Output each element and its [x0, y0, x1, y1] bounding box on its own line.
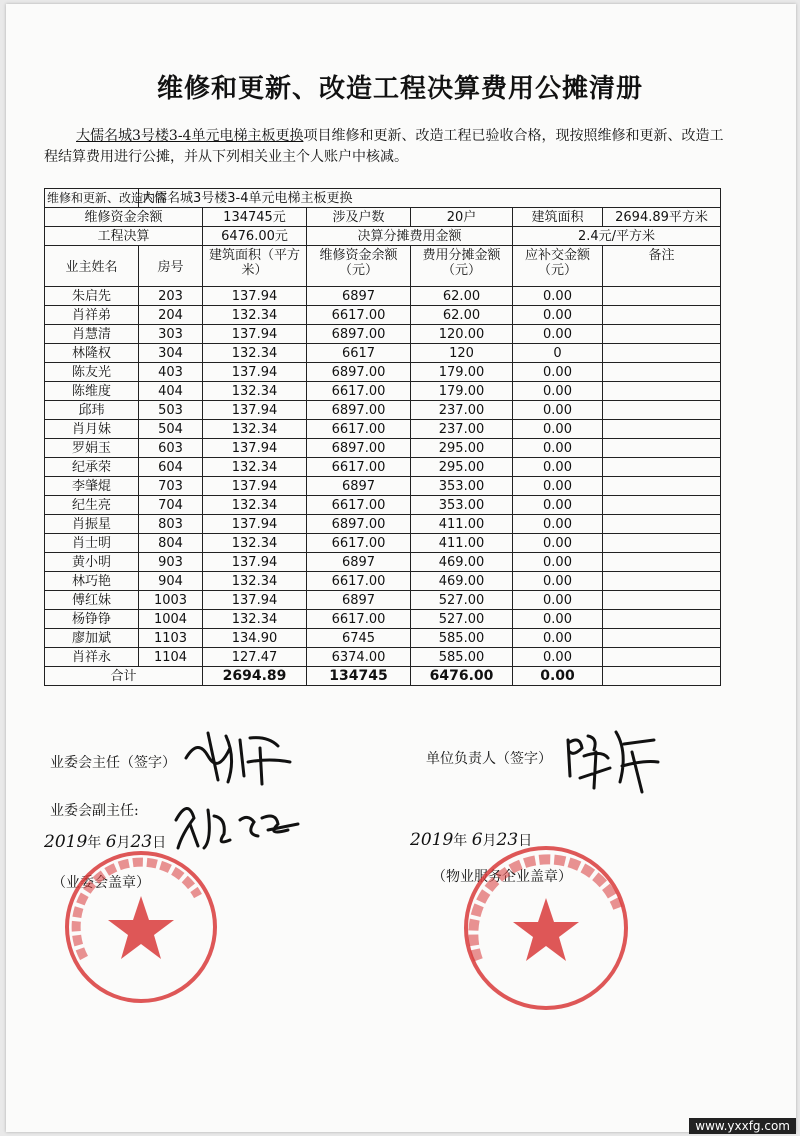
- fund-balance: 6745: [307, 629, 411, 648]
- building-area: 137.94: [203, 401, 307, 420]
- building-area: 132.34: [203, 306, 307, 325]
- share-amount: 179.00: [411, 382, 513, 401]
- total-fund: 134745: [307, 667, 411, 686]
- building-area: 132.34: [203, 458, 307, 477]
- fund-balance: 6897.00: [307, 401, 411, 420]
- share-amount: 527.00: [411, 610, 513, 629]
- content-value: 大儒名城3号楼3-4单元电梯主板更换: [139, 189, 721, 208]
- share-amount: 469.00: [411, 572, 513, 591]
- total-share: 6476.00: [411, 667, 513, 686]
- remark: [603, 287, 721, 306]
- building-area: 137.94: [203, 553, 307, 572]
- fund-balance: 6617.00: [307, 306, 411, 325]
- building-area: 132.34: [203, 534, 307, 553]
- room-number: 603: [139, 439, 203, 458]
- committee-seal: [62, 848, 220, 1006]
- table-row: [45, 477, 721, 496]
- building-area: 137.94: [203, 477, 307, 496]
- building-area: 132.34: [203, 420, 307, 439]
- table-row: [45, 287, 721, 306]
- building-area: 137.94: [203, 325, 307, 344]
- right-date: 2019年 6月23日: [410, 830, 533, 850]
- table-row: [45, 344, 721, 363]
- intro-project: 大儒名城3号楼3-4单元电梯主板更换: [76, 128, 304, 144]
- fund-balance: 6374.00: [307, 648, 411, 667]
- chair-sign-label: 业委会主任（签字）: [50, 755, 176, 771]
- fund-balance: 6897.00: [307, 439, 411, 458]
- share-amount: 527.00: [411, 591, 513, 610]
- fund-balance: 6617.00: [307, 534, 411, 553]
- owner-name: 廖加斌: [45, 629, 139, 648]
- col-header-room: 房号: [139, 246, 203, 287]
- table-row: [45, 572, 721, 591]
- owner-rows: [45, 287, 721, 667]
- total-supplement: 0.00: [513, 667, 603, 686]
- building-area: 134.90: [203, 629, 307, 648]
- unit-sign-label: 单位负责人（签字）: [426, 751, 552, 767]
- remark: [603, 572, 721, 591]
- building-area: 132.34: [203, 572, 307, 591]
- supplement-amount: 0.00: [513, 325, 603, 344]
- document-title: 维修和更新、改造工程决算费用公摊清册: [156, 74, 643, 104]
- remark: [603, 439, 721, 458]
- room-number: 804: [139, 534, 203, 553]
- remark: [603, 648, 721, 667]
- col-header-name: 业主姓名: [45, 246, 139, 287]
- share-amount: 411.00: [411, 515, 513, 534]
- table-row: [45, 629, 721, 648]
- fund-balance: 6897.00: [307, 325, 411, 344]
- remark: [603, 344, 721, 363]
- supplement-amount: 0.00: [513, 629, 603, 648]
- total-area: 2694.89: [203, 667, 307, 686]
- vice-chair-signature: [168, 790, 308, 852]
- intro-paragraph: [44, 126, 734, 168]
- room-number: 704: [139, 496, 203, 515]
- room-number: 904: [139, 572, 203, 591]
- households-value: 20户: [411, 208, 513, 227]
- right-date-day: 23: [496, 830, 519, 850]
- right-date-month: 6: [471, 830, 483, 850]
- room-number: 703: [139, 477, 203, 496]
- room-number: 503: [139, 401, 203, 420]
- owner-name: 傅红妹: [45, 591, 139, 610]
- building-area: 132.34: [203, 382, 307, 401]
- supplement-amount: 0.00: [513, 496, 603, 515]
- share-value: 2.4元/平方米: [513, 227, 721, 246]
- room-number: 204: [139, 306, 203, 325]
- col-header-fund: 维修资金余额（元）: [307, 246, 411, 287]
- owner-name: 罗娟玉: [45, 439, 139, 458]
- owner-name: 肖月妹: [45, 420, 139, 439]
- fund-balance: 6897: [307, 287, 411, 306]
- table-row: [45, 458, 721, 477]
- share-amount: 179.00: [411, 363, 513, 382]
- table-row: [45, 591, 721, 610]
- share-amount: 120.00: [411, 325, 513, 344]
- owner-name: 邱玮: [45, 401, 139, 420]
- owner-name: 林隆权: [45, 344, 139, 363]
- share-amount: 237.00: [411, 401, 513, 420]
- room-number: 1004: [139, 610, 203, 629]
- share-amount: 295.00: [411, 458, 513, 477]
- fund-balance: 6617.00: [307, 382, 411, 401]
- col-header-area: 建筑面积（平方米）: [203, 246, 307, 287]
- share-amount: 585.00: [411, 629, 513, 648]
- owner-name: 朱启先: [45, 287, 139, 306]
- building-area: 137.94: [203, 363, 307, 382]
- right-stamp-label: （物业服务企业盖章）: [432, 869, 572, 885]
- supplement-amount: 0.00: [513, 363, 603, 382]
- supplement-amount: 0.00: [513, 439, 603, 458]
- owner-name: 林巧艳: [45, 572, 139, 591]
- room-number: 903: [139, 553, 203, 572]
- owner-name: 肖祥永: [45, 648, 139, 667]
- fund-balance: 6897.00: [307, 363, 411, 382]
- supplement-amount: 0.00: [513, 572, 603, 591]
- fund-balance: 6617: [307, 344, 411, 363]
- col-header-supplement: 应补交金额（元）: [513, 246, 603, 287]
- fund-balance: 6617.00: [307, 572, 411, 591]
- building-area: 137.94: [203, 287, 307, 306]
- room-number: 1003: [139, 591, 203, 610]
- area-value: 2694.89平方米: [603, 208, 721, 227]
- fund-balance: 6897: [307, 591, 411, 610]
- unit-signature: [558, 722, 668, 796]
- building-area: 137.94: [203, 515, 307, 534]
- supplement-amount: 0.00: [513, 382, 603, 401]
- owner-name: 陈维度: [45, 382, 139, 401]
- remark: [603, 306, 721, 325]
- room-number: 203: [139, 287, 203, 306]
- table-row: [45, 439, 721, 458]
- content-label: 维修和更新、改造内容: [45, 189, 139, 208]
- share-amount: 411.00: [411, 534, 513, 553]
- remark: [603, 325, 721, 344]
- remark: [603, 629, 721, 648]
- room-number: 803: [139, 515, 203, 534]
- left-date: 2019年 6月23日: [44, 832, 167, 852]
- owner-name: 李肇焜: [45, 477, 139, 496]
- table-row: [45, 420, 721, 439]
- intro-text: 项目维修和更新、改造工程已验收合格，现按照维修和更新、改造工程结算费用进行公摊，并从下列相关业主个人账户中核减。: [44, 128, 724, 165]
- owner-name: 肖士明: [45, 534, 139, 553]
- owner-name: 肖慧清: [45, 325, 139, 344]
- table-row: [45, 610, 721, 629]
- fund-label: 维修资金余额: [45, 208, 203, 227]
- owner-name: 纪生亮: [45, 496, 139, 515]
- table-row: [45, 306, 721, 325]
- fund-balance: 6897.00: [307, 515, 411, 534]
- owner-name: 黄小明: [45, 553, 139, 572]
- share-amount: 469.00: [411, 553, 513, 572]
- room-number: 1103: [139, 629, 203, 648]
- share-amount: 585.00: [411, 648, 513, 667]
- table-row: [45, 553, 721, 572]
- watermark: www.yxxfg.com: [689, 1118, 796, 1134]
- table-row: [45, 534, 721, 553]
- room-number: 404: [139, 382, 203, 401]
- area-label: 建筑面积: [513, 208, 603, 227]
- table-row: [45, 648, 721, 667]
- supplement-amount: 0.00: [513, 401, 603, 420]
- col-header-share: 费用分摊金额（元）: [411, 246, 513, 287]
- supplement-amount: 0.00: [513, 648, 603, 667]
- budget-value: 6476.00元: [203, 227, 307, 246]
- building-area: 137.94: [203, 591, 307, 610]
- building-area: 127.47: [203, 648, 307, 667]
- share-amount: 62.00: [411, 306, 513, 325]
- households-label: 涉及户数: [307, 208, 411, 227]
- left-stamp-label: （业委会盖章）: [52, 875, 150, 891]
- budget-label: 工程决算: [45, 227, 203, 246]
- remark: [603, 477, 721, 496]
- share-label: 决算分摊费用金额: [307, 227, 513, 246]
- supplement-amount: 0.00: [513, 610, 603, 629]
- building-area: 132.34: [203, 610, 307, 629]
- chair-signature: [178, 718, 308, 788]
- supplement-amount: 0: [513, 344, 603, 363]
- room-number: 303: [139, 325, 203, 344]
- table-row: [45, 325, 721, 344]
- supplement-amount: 0.00: [513, 515, 603, 534]
- remark: [603, 496, 721, 515]
- share-amount: 237.00: [411, 420, 513, 439]
- fund-balance: 6617.00: [307, 610, 411, 629]
- share-amount: 120: [411, 344, 513, 363]
- left-date-day: 23: [130, 832, 153, 852]
- owner-name: 纪承荣: [45, 458, 139, 477]
- owner-name: 陈友光: [45, 363, 139, 382]
- remark: [603, 401, 721, 420]
- remark: [603, 458, 721, 477]
- fund-balance: 6897: [307, 553, 411, 572]
- room-number: 604: [139, 458, 203, 477]
- fund-balance: 6617.00: [307, 420, 411, 439]
- remark: [603, 591, 721, 610]
- remark: [603, 534, 721, 553]
- remark: [603, 515, 721, 534]
- remark: [603, 363, 721, 382]
- supplement-amount: 0.00: [513, 306, 603, 325]
- property-company-seal: [460, 842, 632, 1014]
- remark: [603, 610, 721, 629]
- share-amount: 295.00: [411, 439, 513, 458]
- table-row: [45, 382, 721, 401]
- fund-balance: 6897: [307, 477, 411, 496]
- allocation-table: [44, 188, 721, 686]
- fund-balance: 6617.00: [307, 458, 411, 477]
- col-header-remark: 备注: [603, 246, 721, 287]
- left-date-year: 2019: [44, 832, 88, 852]
- room-number: 403: [139, 363, 203, 382]
- table-row: [45, 401, 721, 420]
- share-amount: 62.00: [411, 287, 513, 306]
- supplement-amount: 0.00: [513, 477, 603, 496]
- total-label: 合计: [45, 667, 203, 686]
- share-amount: 353.00: [411, 477, 513, 496]
- room-number: 304: [139, 344, 203, 363]
- total-row: [45, 667, 721, 686]
- room-number: 504: [139, 420, 203, 439]
- owner-name: 肖祥弟: [45, 306, 139, 325]
- building-area: 132.34: [203, 496, 307, 515]
- remark: [603, 420, 721, 439]
- building-area: 137.94: [203, 439, 307, 458]
- room-number: 1104: [139, 648, 203, 667]
- vice-chair-sign-label: 业委会副主任:: [50, 803, 139, 819]
- fund-value: 134745元: [203, 208, 307, 227]
- building-area: 132.34: [203, 344, 307, 363]
- supplement-amount: 0.00: [513, 420, 603, 439]
- fund-balance: 6617.00: [307, 496, 411, 515]
- table-row: [45, 363, 721, 382]
- supplement-amount: 0.00: [513, 553, 603, 572]
- table-row: [45, 496, 721, 515]
- owner-name: 杨铮铮: [45, 610, 139, 629]
- total-remark: [603, 667, 721, 686]
- right-date-year: 2019: [410, 830, 454, 850]
- supplement-amount: 0.00: [513, 591, 603, 610]
- owner-name: 肖振星: [45, 515, 139, 534]
- remark: [603, 553, 721, 572]
- share-amount: 353.00: [411, 496, 513, 515]
- remark: [603, 382, 721, 401]
- left-date-month: 6: [105, 832, 117, 852]
- supplement-amount: 0.00: [513, 287, 603, 306]
- supplement-amount: 0.00: [513, 534, 603, 553]
- supplement-amount: 0.00: [513, 458, 603, 477]
- table-row: [45, 515, 721, 534]
